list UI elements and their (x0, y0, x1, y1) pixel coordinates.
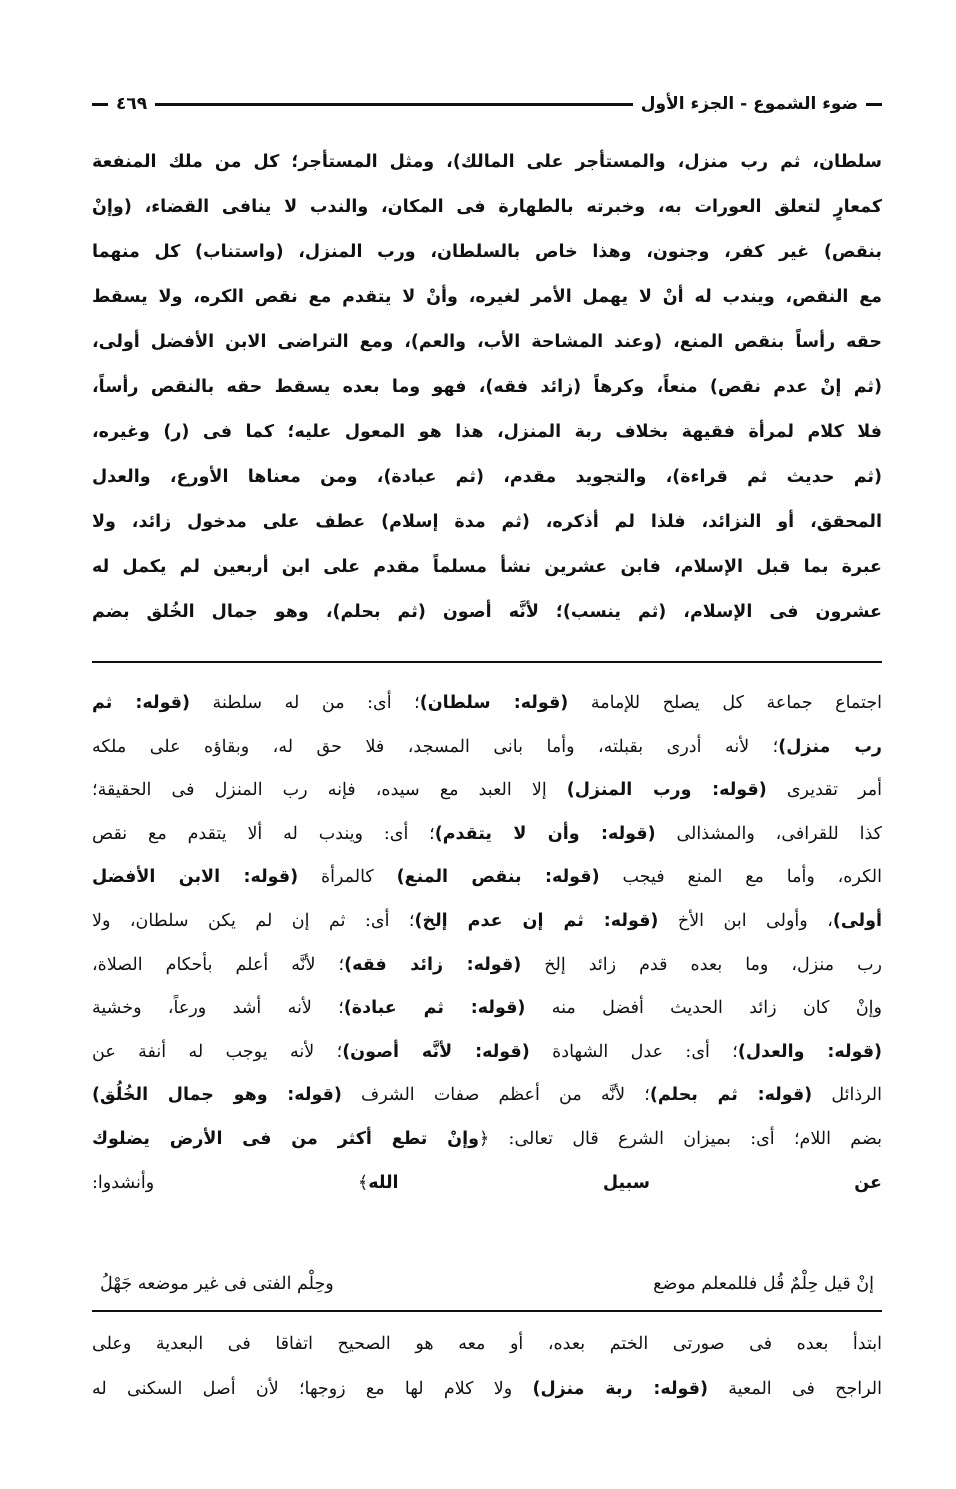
commentary-line (92, 900, 882, 944)
text-segment: رب منزل، وما بعده قدم زائد إلخ (521, 954, 882, 975)
quoted-heading: (قوله: الابن الأفضل (92, 867, 299, 888)
text-segment: وإنْ كان زائد الحديث أفضل منه (525, 998, 882, 1019)
commentary-separator (92, 661, 882, 663)
text-segment: الرذائل (812, 1085, 882, 1106)
quoted-heading: (قوله: ثم بحلم) (649, 1085, 813, 1106)
text-segment: ؛ لأنه أدرى بقبلته، وأما بانى المسجد، فلا حق له، وبقاؤه على ملكه (92, 736, 779, 757)
commentary-line (92, 1031, 882, 1075)
verse-first-hemistich: إنْ قيل حِلْمٌ قُل فللمعلم موضع (653, 1274, 874, 1294)
footnote (92, 1322, 882, 1412)
main-text-line: فلا كلام لمرأة فقيهة بخلاف ربة المنزل، هذا هو المعول عليه؛ كما فى (ر) وغيره، (92, 422, 882, 442)
text-segment: أمر تقديرى (766, 780, 882, 801)
quoted-heading: أولى) (832, 910, 882, 931)
quoted-heading: (قوله: ثم إن عدم إلخ) (414, 910, 659, 931)
quoted-heading: رب منزل) (778, 736, 882, 757)
header-dash-right (866, 103, 882, 106)
commentary-line (92, 726, 882, 770)
main-text-line: عبرة بما قبل الإسلام، فابن عشرين نشأ مسلماً مقدم على ابن أربعين لم يكمل له (92, 557, 882, 577)
main-text-line: كمعارٍ لتعلق العورات به، وخبرته بالطهارة فى المكان، والندب لا ينافى القضاء، (وإنْ (92, 197, 882, 217)
text-segment: ؛ لأنه يوجب له أنفة عن (92, 1041, 343, 1062)
quoted-heading: (قوله: وأن لا يتقدم) (434, 823, 656, 844)
text-segment: ؛ لأنَّه من أعظم صفات الشرف (341, 1085, 650, 1106)
commentary (92, 682, 882, 1205)
verse-second-hemistich: وحِلْم الفتى فى غير موضعه جَهْلُ (100, 1274, 334, 1294)
quoted-heading: (قوله: وهو جمال الخُلُق) (92, 1085, 342, 1106)
main-text (92, 140, 882, 635)
text-segment: ؛ أى: من له سلطنة (190, 693, 420, 713)
main-text-line: (ثم إنْ عدم نقص) منعاً، وكرهاً (زائد فقه)، فهو وما بعده يسقط حقه بالنقص رأساً، (92, 377, 882, 397)
main-text-line: حقه رأساً بنقص المنع، (وعند المشاحة الأب، والعم)، ومع التراضى الابن الأفضل أولى، (92, 332, 882, 352)
commentary-line (92, 1118, 882, 1162)
quoted-heading: (قوله: لأنَّه أصون) (342, 1041, 530, 1062)
header-title: ضوء الشموع - الجزء الأول (640, 94, 858, 114)
commentary-line (92, 1162, 882, 1206)
text-segment: بضم اللام؛ أى: بميزان الشرع قال تعالى: ﴿ (478, 1128, 882, 1149)
quoted-heading: (قوله: ثم (92, 693, 190, 713)
quoted-heading: (قوله: ربة منزل) (532, 1379, 708, 1399)
quoted-heading: (قوله: ورب المنزل) (566, 780, 767, 801)
quoted-heading: (قوله: ثم عبادة) (343, 998, 526, 1019)
commentary-line (92, 813, 882, 857)
commentary-line (92, 987, 882, 1031)
main-text-line: عشرون فى الإسلام، (ثم ينسب)؛ لأنَّه أصون (ثم بحلم)، وهو جمال الخُلق بضم (92, 602, 882, 622)
text-segment: الكره، وأما مع المنع فيجب (599, 867, 882, 888)
header-dash-left (92, 103, 108, 106)
text-segment: ، وأولى ابن الأخ (658, 910, 833, 931)
commentary-line (92, 769, 882, 813)
footnote-separator (92, 1310, 882, 1312)
commentary-line (92, 944, 882, 988)
text-segment: الراجح فى المعية (707, 1379, 882, 1399)
quoted-heading: عن سبيل الله (368, 1172, 882, 1193)
text-segment: ؛ لأنه أشد ورعاً، وخشية (92, 998, 344, 1019)
main-text-line: بنقص) غير كفر، وجنون، وهذا خاص بالسلطان، ورب المنزل، (واستناب) كل منهما (92, 242, 882, 262)
commentary-line (92, 856, 882, 900)
text-segment: ؛ أى: عدل الشهادة (529, 1041, 738, 1062)
footnote-line (92, 1367, 882, 1412)
text-segment: ؛ أى: ثم إن لم يكن سلطان، ولا (92, 910, 415, 931)
text-segment: ؛ أى: ويندب له ألا يتقدم مع نقص (92, 823, 435, 844)
footnote-line (92, 1322, 882, 1367)
main-text-line: سلطان، ثم رب منزل، والمستأجر على المالك)، ومثل المستأجر؛ كل من ملك المنفعة (92, 152, 882, 172)
text-segment: ابتدأ بعده فى صورتى الختم بعده، أو معه هو الصحيح اتفاقا فى البعدية وعلى (92, 1334, 882, 1354)
text-segment: ﴾ وأنشدوا: (92, 1172, 369, 1193)
quoted-heading: (قوله: سلطان) (419, 693, 569, 713)
quoted-heading: وإنْ تطع أكثر من فى الأرض يضلوك (92, 1128, 479, 1149)
text-segment: اجتماع جماعة كل يصلح للإمامة (568, 693, 882, 713)
page-number: ٤٦٩ (116, 94, 148, 114)
header-rule (155, 103, 633, 106)
text-segment: كذا للقرافى، والمشذالى (655, 823, 882, 844)
commentary-line (92, 682, 882, 726)
running-header (92, 84, 882, 124)
main-text-line: المحقق، أو النزائد، فلذا لم أذكره، (ثم مدة إسلام) عطف على مدخول زائد، ولا (92, 512, 882, 532)
text-segment: ؛ لأنَّه أعلم بأحكام الصلاة، (92, 954, 345, 975)
quoted-heading: (قوله: زائد فقه) (344, 954, 522, 975)
quoted-heading: (قوله: بنقص المنع) (396, 867, 600, 888)
main-text-line: (ثم حديث ثم قراءة)، والتجويد مقدم، (ثم عبادة)، ومن معناها الأورع، والعدل (92, 467, 882, 487)
text-segment: إلا العبد مع سيده، فإنه رب المنزل فى الحقيقة؛ (92, 780, 567, 801)
quoted-heading: (قوله: والعدل) (737, 1041, 882, 1062)
text-segment: كالمرأة (298, 867, 397, 888)
commentary-line (92, 1074, 882, 1118)
main-text-line: مع النقص، ويندب له أنْ لا يهمل الأمر لغيره، وأنْ لا يتقدم مع نقص الكره، ولا يسقط (92, 287, 882, 307)
text-segment: ولا كلام لها مع زوجها؛ لأن أصل السكنى له (92, 1379, 533, 1399)
poetry-verse (92, 1262, 882, 1306)
